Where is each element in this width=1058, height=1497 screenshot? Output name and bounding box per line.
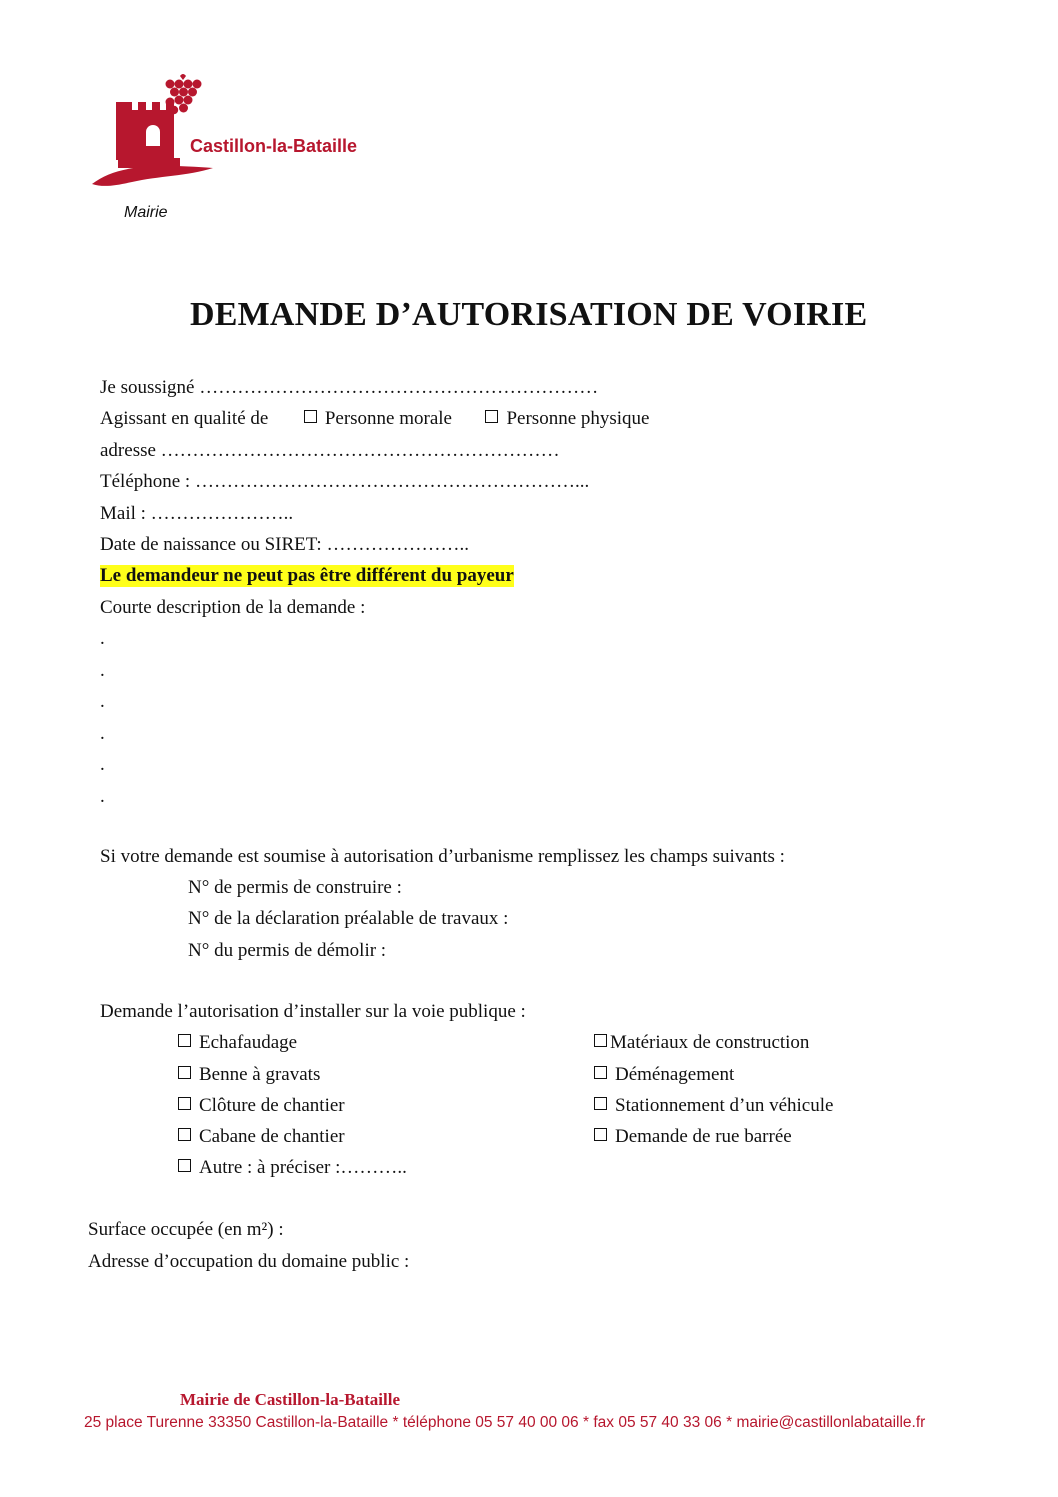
description-line[interactable]: . bbox=[100, 786, 105, 807]
checkbox-stationnement[interactable]: Stationnement d’un véhicule bbox=[594, 1095, 833, 1117]
separator-icon: * bbox=[726, 1414, 733, 1431]
page-title: DEMANDE D’AUTORISATION DE VOIRIE bbox=[190, 296, 868, 333]
adresse-field[interactable]: adresse ……………………………………………………… bbox=[100, 440, 560, 461]
logo-name: Castillon-la-Bataille bbox=[190, 136, 358, 156]
checkbox-icon[interactable] bbox=[178, 1159, 191, 1172]
checkbox-icon[interactable] bbox=[594, 1066, 607, 1079]
qualite-label: Agissant en qualité de bbox=[100, 408, 269, 429]
checkbox-icon[interactable] bbox=[178, 1066, 191, 1079]
checkbox-icon[interactable] bbox=[304, 410, 317, 423]
checkbox-echafaudage[interactable]: Echafaudage bbox=[178, 1032, 297, 1054]
checkbox-materiaux[interactable]: Matériaux de construction bbox=[594, 1032, 809, 1054]
logo-subtitle: Mairie bbox=[124, 204, 168, 221]
soussigne-field[interactable]: Je soussigné ……………………………………………………… bbox=[100, 377, 599, 398]
naissance-siret-field[interactable]: Date de naissance ou SIRET: ………………….. bbox=[100, 534, 469, 555]
footer-title: Mairie de Castillon-la-Bataille bbox=[180, 1390, 401, 1409]
checkbox-icon[interactable] bbox=[594, 1128, 607, 1141]
description-line[interactable]: . bbox=[100, 660, 105, 681]
description-line[interactable]: . bbox=[100, 754, 105, 775]
checkbox-icon[interactable] bbox=[485, 410, 498, 423]
footer-phone: téléphone 05 57 40 00 06 bbox=[402, 1414, 579, 1431]
checkbox-icon[interactable] bbox=[594, 1097, 607, 1110]
description-line[interactable]: . bbox=[100, 628, 105, 649]
checkbox-benne[interactable]: Benne à gravats bbox=[178, 1064, 320, 1086]
checkbox-personne-morale[interactable]: Personne morale bbox=[304, 408, 452, 429]
mail-field[interactable]: Mail : ………………….. bbox=[100, 503, 294, 524]
footer-email[interactable]: mairie@castillonlabataille.fr bbox=[736, 1414, 926, 1431]
checkbox-cabane[interactable]: Cabane de chantier bbox=[178, 1126, 345, 1148]
permis-construire-field[interactable]: N° de permis de construire : bbox=[188, 877, 402, 898]
surface-field[interactable]: Surface occupée (en m²) : bbox=[88, 1219, 284, 1240]
footer-contact bbox=[84, 1414, 925, 1432]
occupation-address-field[interactable]: Adresse d’occupation du domaine public : bbox=[88, 1251, 410, 1272]
declaration-prealable-field[interactable]: N° de la déclaration préalable de travaux : bbox=[188, 908, 509, 929]
checkbox-rue-barree[interactable]: Demande de rue barrée bbox=[594, 1126, 792, 1148]
checkbox-icon[interactable] bbox=[178, 1034, 191, 1047]
footer-address: 25 place Turenne 33350 Castillon-la-Bataille bbox=[84, 1414, 389, 1431]
checkbox-cloture[interactable]: Clôture de chantier bbox=[178, 1095, 345, 1117]
installations-intro: Demande l’autorisation d’installer sur la voie publique : bbox=[100, 1001, 526, 1022]
separator-icon: * bbox=[582, 1414, 590, 1431]
description-label: Courte description de la demande : bbox=[100, 597, 366, 618]
footer-fax: fax 05 57 40 33 06 bbox=[593, 1414, 722, 1431]
permis-demolir-field[interactable]: N° du permis de démolir : bbox=[188, 940, 387, 961]
checkbox-icon[interactable] bbox=[594, 1034, 607, 1047]
telephone-field[interactable]: Téléphone : ……………………………………………………... bbox=[100, 471, 590, 492]
separator-icon: * bbox=[392, 1414, 399, 1431]
checkbox-icon[interactable] bbox=[178, 1097, 191, 1110]
checkbox-personne-physique[interactable]: Personne physique bbox=[485, 408, 649, 429]
checkbox-autre[interactable]: Autre : à préciser :……….. bbox=[178, 1157, 407, 1179]
checkbox-icon[interactable] bbox=[178, 1128, 191, 1141]
description-line[interactable]: . bbox=[100, 723, 105, 744]
urbanisme-intro: Si votre demande est soumise à autorisation d’urbanisme remplissez les champs suivants : bbox=[100, 846, 785, 867]
checkbox-demenagement[interactable]: Déménagement bbox=[594, 1064, 734, 1086]
description-line[interactable]: . bbox=[100, 691, 105, 712]
payer-warning: Le demandeur ne peut pas être différent du payeur bbox=[100, 565, 514, 586]
qualite-row bbox=[100, 408, 650, 430]
